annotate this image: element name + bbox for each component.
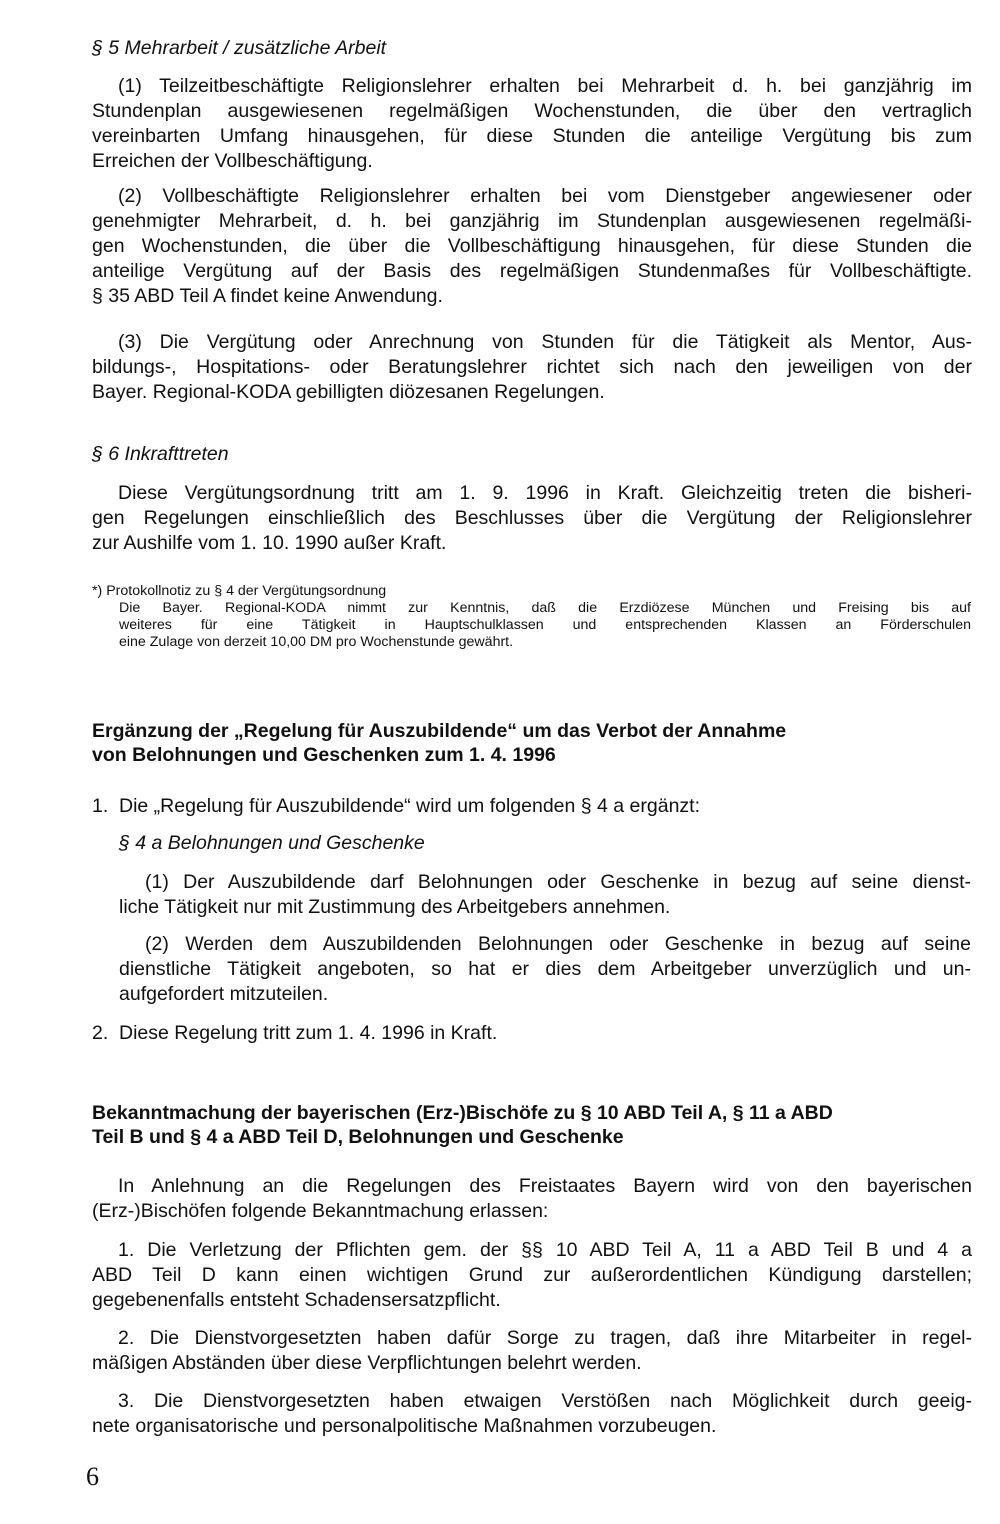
text-line: Erreichen der Vollbeschäftigung. bbox=[92, 150, 373, 172]
heading-line: Bekanntmachung der bayerischen (Erz-)Bischöfe zu § 10 ABD Teil A, § 11 a ABD bbox=[92, 1102, 833, 1124]
text-line: 2. Die Dienstvorgesetzten haben dafür Sorge zu tragen, daß ihre Mitarbeiter in regel- bbox=[118, 1327, 972, 1349]
azubi-subsection-title: § 4 a Belohnungen und Geschenke bbox=[119, 832, 425, 854]
azubi-subsection-paragraph-1 bbox=[119, 870, 971, 920]
azubi-item-2-number: 2. bbox=[92, 1022, 109, 1044]
text-line: (2) Vollbeschäftigte Religionslehrer erhalten bei vom Dienstgeber angewiesener oder bbox=[118, 185, 972, 207]
section-6-paragraph bbox=[92, 481, 972, 556]
text-line: genehmigter Mehrarbeit, d. h. bei ganzjährig im Stundenplan ausgewiesenen regelmäßi- bbox=[92, 210, 972, 232]
text-line: gen Regelungen einschließlich des Beschlusses über die Vergütung der Religionslehrer bbox=[92, 507, 972, 529]
section-5-paragraph-3 bbox=[92, 330, 972, 405]
bekanntmachung-point-3 bbox=[92, 1389, 972, 1439]
text-line: bildungs-, Hospitations- oder Beratungslehrer richtet sich nach den jeweiligen von der bbox=[92, 356, 972, 378]
text-line: anteilige Vergütung auf der Basis des regelmäßigen Stundenmaßes für Vollbeschäftigte. bbox=[92, 260, 972, 282]
section-5-paragraph-2 bbox=[92, 184, 972, 309]
azubi-item-2: Diese Regelung tritt zum 1. 4. 1996 in Kraft. bbox=[119, 1022, 498, 1044]
text-line: (1) Teilzeitbeschäftigte Religionslehrer erhalten bei Mehrarbeit d. h. bei ganzjährig im bbox=[118, 75, 972, 97]
text-line: Bayer. Regional-KODA gebilligten diözesanen Regelungen. bbox=[92, 381, 605, 403]
text-line: Die Bayer. Regional-KODA nimmt zur Kenntnis, daß die Erzdiözese München und Freising bis auf bbox=[119, 600, 971, 616]
page-number: 6 bbox=[86, 1462, 99, 1491]
text-line: dienstliche Tätigkeit angeboten, so hat er dies dem Arbeitgeber unverzüglich und un- bbox=[119, 958, 971, 980]
heading-line: von Belohnungen und Geschenken zum 1. 4. 1996 bbox=[92, 744, 556, 766]
text-line: (Erz-)Bischöfen folgende Bekanntmachung erlassen: bbox=[92, 1200, 549, 1222]
text-line: eine Zulage von derzeit 10,00 DM pro Wochenstunde gewährt. bbox=[119, 634, 514, 650]
footnote-marker: *) bbox=[92, 583, 103, 599]
text-line: gen Wochenstunden, die über die Vollbeschäftigung hinausgehen, für diese Stunden die bbox=[92, 235, 972, 257]
text-line: Diese Vergütungsordnung tritt am 1. 9. 1996 in Kraft. Gleichzeitig treten die bisheri- bbox=[118, 482, 972, 504]
text-line: 1. Die Verletzung der Pflichten gem. der §§ 10 ABD Teil A, 11 a ABD Teil B und 4 a bbox=[118, 1239, 972, 1261]
azubi-heading bbox=[92, 719, 972, 767]
heading-line: Ergänzung der „Regelung für Auszubildende“ um das Verbot der Annahme bbox=[92, 720, 787, 742]
text-line: weiteres für eine Tätigkeit in Hauptschulklassen und entsprechenden Klassen an Förderschulen bbox=[119, 617, 971, 633]
text-line: (3) Die Vergütung oder Anrechnung von Stunden für die Tätigkeit als Mentor, Aus- bbox=[118, 331, 972, 353]
section-5-title: § 5 Mehrarbeit / zusätzliche Arbeit bbox=[92, 37, 387, 59]
text-line: zur Aushilfe vom 1. 10. 1990 außer Kraft. bbox=[92, 532, 447, 554]
bekanntmachung-heading bbox=[92, 1101, 972, 1149]
text-line: liche Tätigkeit nur mit Zustimmung des Arbeitgebers annehmen. bbox=[119, 896, 671, 918]
bekanntmachung-intro bbox=[92, 1174, 972, 1224]
text-line: (1) Der Auszubildende darf Belohnungen oder Geschenke in bezug auf seine dienst- bbox=[145, 871, 971, 893]
text-line: Stundenplan ausgewiesenen regelmäßigen Wochenstunden, die über den vertraglich bbox=[92, 100, 972, 122]
text-line: ABD Teil D kann einen wichtigen Grund zur außerordentlichen Kündigung darstellen; bbox=[92, 1264, 972, 1286]
text-line: (2) Werden dem Auszubildenden Belohnungen oder Geschenke in bezug auf seine bbox=[145, 933, 971, 955]
text-line: mäßigen Abständen über diese Verpflichtungen belehrt werden. bbox=[92, 1352, 642, 1374]
azubi-item-1: Die „Regelung für Auszubildende“ wird um folgenden § 4 a ergänzt: bbox=[119, 795, 701, 817]
bekanntmachung-point-2 bbox=[92, 1326, 972, 1376]
text-line: vereinbarten Umfang hinausgehen, für diese Stunden die anteilige Vergütung bis zum bbox=[92, 125, 972, 147]
text-line: 3. Die Dienstvorgesetzten haben etwaigen Verstößen nach Möglichkeit durch geeig- bbox=[118, 1390, 972, 1412]
footnote-body bbox=[119, 600, 971, 651]
text-line: nete organisatorische und personalpolitische Maßnahmen vorzubeugen. bbox=[92, 1415, 717, 1437]
footnote-title-line bbox=[92, 583, 972, 600]
section-5-paragraph-1 bbox=[92, 74, 972, 174]
text-line: gegebenenfalls entsteht Schadensersatzpflicht. bbox=[92, 1289, 501, 1311]
azubi-item-1-number: 1. bbox=[92, 795, 109, 817]
text-line: In Anlehnung an die Regelungen des Freistaates Bayern wird von den bayerischen bbox=[118, 1175, 972, 1197]
text-line: aufgefordert mitzuteilen. bbox=[119, 983, 329, 1005]
bekanntmachung-point-1 bbox=[92, 1238, 972, 1313]
text-line: § 35 ABD Teil A findet keine Anwendung. bbox=[92, 285, 443, 307]
azubi-subsection-paragraph-2 bbox=[119, 932, 971, 1007]
section-6-title: § 6 Inkrafttreten bbox=[92, 443, 229, 465]
footnote bbox=[92, 583, 972, 600]
heading-line: Teil B und § 4 a ABD Teil D, Belohnungen und Geschenke bbox=[92, 1126, 624, 1148]
footnote-title: Protokollnotiz zu § 4 der Vergütungsordnung bbox=[106, 583, 387, 599]
